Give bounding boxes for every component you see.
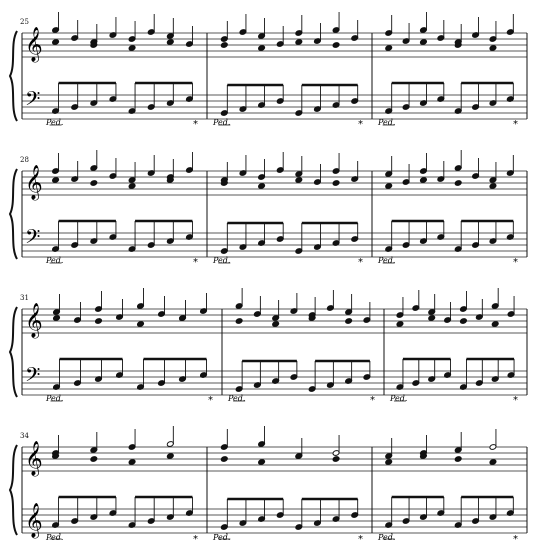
chord-note [128, 183, 136, 190]
pedal-release-mark: * [513, 257, 518, 268]
pedal-down-mark: Ped. [378, 533, 396, 542]
system-3 [10, 288, 527, 406]
system-2 [10, 150, 527, 268]
chord-note [332, 42, 340, 49]
bass-clef: 𝄢 [25, 87, 41, 115]
chord-note [258, 45, 266, 52]
chord-note [491, 321, 499, 328]
pedal-release-mark: * [513, 534, 518, 545]
pedal-release-mark: * [513, 119, 518, 130]
pedal-down-mark: Ped. [390, 394, 408, 403]
treble-clef: 𝄞 [25, 27, 43, 62]
chord-note [128, 45, 136, 52]
pedal-release-mark: * [513, 395, 518, 406]
chord-note [345, 318, 353, 325]
chord-note [128, 459, 136, 466]
pedal-release-mark: * [358, 119, 363, 130]
treble-clef: 𝄞 [25, 503, 43, 538]
pedal-down-mark: Ped. [228, 394, 246, 403]
chord-note [385, 45, 393, 52]
chord-note [454, 456, 462, 463]
pedal-release-mark: * [193, 119, 198, 130]
pedal-down-mark: Ped. [46, 256, 64, 265]
chord-note [95, 318, 103, 325]
chord-note [90, 456, 98, 463]
pedal-release-mark: * [370, 395, 375, 406]
chord-note [385, 183, 393, 190]
system-brace [10, 31, 17, 121]
chord-note [258, 459, 266, 466]
system-brace [10, 169, 17, 259]
pedal-down-mark: Ped. [213, 256, 231, 265]
system-1 [10, 12, 527, 130]
treble-clef: 𝄞 [25, 165, 43, 200]
chord-note [295, 177, 303, 184]
bass-clef: 𝄢 [25, 225, 41, 253]
chord-note [460, 318, 468, 325]
chord-note [489, 459, 497, 466]
chord-note [428, 315, 436, 322]
chord-note [295, 39, 303, 46]
chord-note [53, 315, 61, 322]
measure-number-25: 25 [20, 18, 29, 26]
chord-note [52, 39, 60, 46]
measure-number-28: 28 [20, 156, 29, 164]
treble-clef: 𝄞 [25, 441, 43, 476]
chord-note [235, 318, 243, 325]
chord-note [258, 183, 266, 190]
pedal-release-mark: * [193, 534, 198, 545]
chord-note [221, 456, 229, 463]
treble-clef: 𝄞 [25, 303, 43, 338]
chord-note [489, 45, 497, 52]
chord-note [420, 39, 428, 46]
pedal-release-mark: * [208, 395, 213, 406]
bass-clef: 𝄢 [25, 363, 41, 391]
pedal-down-mark: Ped. [378, 118, 396, 127]
chord-note [90, 180, 98, 187]
chord-note [52, 177, 60, 184]
system-4 [10, 426, 527, 545]
pedal-down-mark: Ped. [46, 118, 64, 127]
chord-note [489, 183, 497, 190]
chord-note [332, 180, 340, 187]
chord-note [221, 42, 229, 49]
chord-note [167, 39, 175, 46]
chord-note [272, 321, 280, 328]
pedal-release-mark: * [358, 257, 363, 268]
measure-number-34: 34 [20, 432, 29, 440]
chord-note [454, 180, 462, 187]
chord-note [385, 459, 393, 466]
chord-note [137, 321, 145, 328]
pedal-down-mark: Ped. [378, 256, 396, 265]
pedal-release-mark: * [193, 257, 198, 268]
chord-note [167, 453, 175, 460]
system-brace [10, 445, 17, 535]
chord-note [396, 321, 404, 328]
measure-number-31: 31 [20, 294, 29, 302]
chord-note [420, 177, 428, 184]
pedal-down-mark: Ped. [213, 533, 231, 542]
pedal-release-mark: * [358, 534, 363, 545]
pedal-down-mark: Ped. [46, 533, 64, 542]
chord-note [332, 456, 340, 463]
system-brace [10, 307, 17, 397]
pedal-down-mark: Ped. [46, 394, 64, 403]
pedal-down-mark: Ped. [213, 118, 231, 127]
